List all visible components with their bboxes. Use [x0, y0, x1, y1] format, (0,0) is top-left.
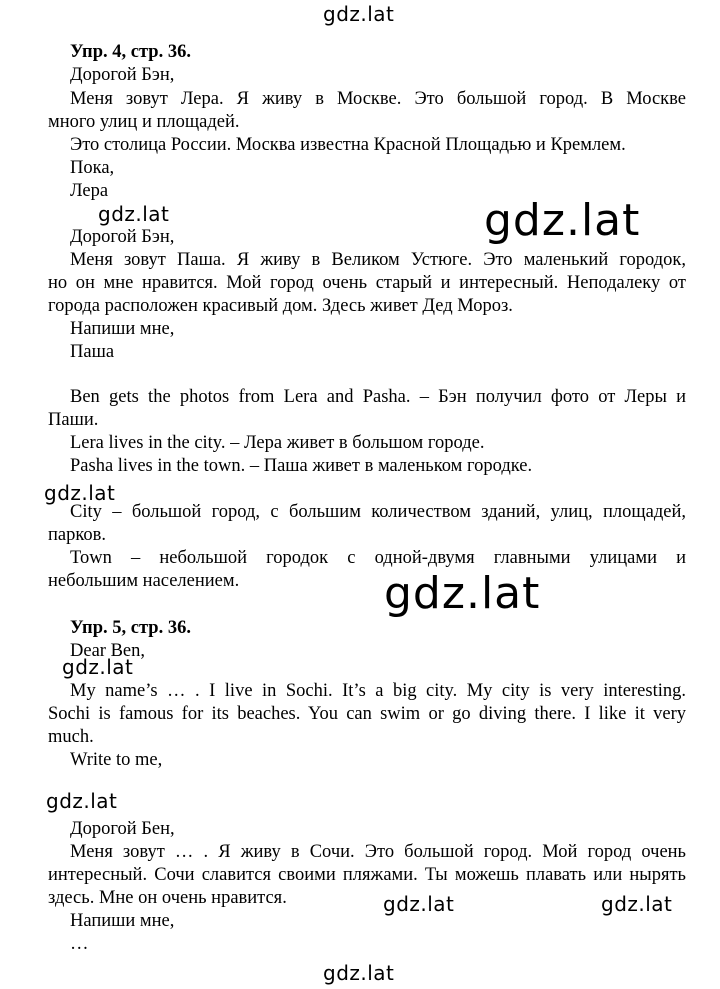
ex4-letter2-body-line: Меня зовут Паша. Я живу в Великом Устюге. Это маленький городок,	[70, 250, 686, 270]
watermark-top: gdz.lat	[323, 2, 395, 26]
watermark-big-2: gdz.lat	[384, 568, 541, 619]
ex4-letter2-body-line: города расположен красивый дом. Здесь живет Дед Мороз.	[48, 296, 513, 316]
ex4-answer-line: Паши.	[48, 410, 99, 430]
watermark-big-1: gdz.lat	[484, 195, 641, 246]
ex5-english-body-line: Sochi is famous for its beaches. You can swim or go diving there. I like it very	[48, 704, 686, 724]
ex4-definition-town: небольшим населением.	[48, 571, 240, 591]
ex5-russian-body-line: Меня зовут … . Я живу в Сочи. Это большой город. Мой город очень	[70, 842, 686, 862]
ex4-letter2-closing: Напиши мне,	[70, 319, 175, 339]
ex5-russian-body-line: интересный. Сочи славится своими пляжами. Ты можешь плавать или нырять	[48, 865, 686, 885]
ex4-letter1-greeting: Дорогой Бэн,	[70, 65, 175, 85]
ex5-english-closing: Write to me,	[70, 750, 163, 770]
ex4-definition-city: City – большой город, с большим количеством зданий, улиц, площадей,	[70, 502, 686, 522]
ex4-answer-line: Pasha lives in the town. – Паша живет в маленьком городке.	[70, 456, 533, 476]
ex5-heading: Упр. 5, стр. 36.	[70, 618, 191, 638]
ex4-definition-city: парков.	[48, 525, 107, 545]
ex5-russian-body-line: здесь. Мне он очень нравится.	[48, 888, 287, 908]
ex5-russian-closing: Напиши мне,	[70, 911, 175, 931]
ex4-letter1-body-line: Меня зовут Лера. Я живу в Москве. Это большой город. В Москве	[70, 89, 686, 109]
ex4-answer-line: Ben gets the photos from Lera and Pasha. – Бэн получил фото от Леры и	[70, 387, 686, 407]
ex4-letter2-signature: Паша	[70, 342, 115, 362]
ex4-letter1-body-line: Это столица России. Москва известна Красной Площадью и Кремлем.	[70, 135, 626, 155]
ex5-english-greeting: Dear Ben,	[70, 641, 145, 661]
watermark-bottom: gdz.lat	[323, 961, 395, 985]
watermark-bottom-center-right: gdz.lat	[383, 892, 455, 916]
watermark-mid-left-2: gdz.lat	[44, 481, 116, 505]
ex5-russian-signature: …	[70, 934, 89, 954]
ex5-russian-greeting: Дорогой Бен,	[70, 819, 175, 839]
ex5-english-body-line: much.	[48, 727, 94, 747]
watermark-mid-left-3: gdz.lat	[62, 655, 134, 679]
ex4-definition-town: Town – небольшой городок с одной-двумя главными улицами и	[70, 548, 686, 568]
ex4-letter1-signature: Лера	[70, 181, 109, 201]
ex4-letter2-body-line: но он мне нравится. Мой город очень старый и интересный. Неподалеку от	[48, 273, 686, 293]
ex4-answer-line: Lera lives in the city. – Лера живет в большом городе.	[70, 433, 485, 453]
ex5-english-body-line: My name’s … . I live in Sochi. It’s a big city. My city is very interesting.	[70, 681, 686, 701]
ex4-heading: Упр. 4, стр. 36.	[70, 42, 191, 62]
ex4-letter1-body-line: много улиц и площадей.	[48, 112, 240, 132]
watermark-bottom-right: gdz.lat	[601, 892, 673, 916]
ex4-letter1-closing: Пока,	[70, 158, 115, 178]
watermark-mid-left-1: gdz.lat	[98, 202, 170, 226]
ex4-letter2-greeting: Дорогой Бэн,	[70, 227, 175, 247]
watermark-mid-left-4: gdz.lat	[46, 789, 118, 813]
